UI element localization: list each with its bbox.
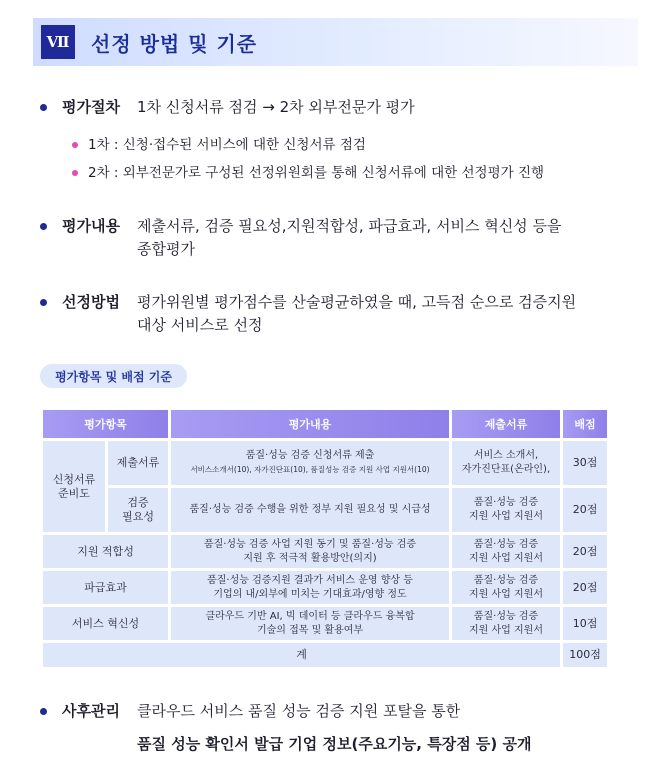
method-label: 선정방법 [62,293,120,311]
content-label: 평가내용 [62,217,120,235]
procedure-label: 평가절차 [62,98,120,116]
procedure-body: 1차 신청서류 점검 → 2차 외부전문가 평가 [137,98,415,116]
bullet-icon [40,299,47,306]
docs-cell: 품질·성능 검증 지원 사업 지원서 [452,488,560,532]
header-item: 평가항목 [43,410,168,438]
table-row [43,535,607,568]
item-cell: 검증 필요성 [108,488,168,532]
header-docs: 제출서류 [452,410,560,438]
score-cell: 20점 [563,571,607,604]
table-row [43,441,607,485]
docs-cell: 품질·성능 검증 지원 사업 지원서 [452,607,560,640]
table-header-row [43,410,607,438]
content-cell: 품질·성능 검증 수행을 위한 정부 지원 필요성 및 시급성 [171,488,449,532]
bullet-icon [40,104,47,111]
pink-bullet-icon [72,170,78,176]
content-cell: 클라우드 기반 AI, 빅 데이터 등 클라우드 융복합 기술의 접목 및 활용여부 [171,607,449,640]
table-title-badge: 평가항목 및 배점 기준 [40,364,187,388]
content-body: 제출서류, 검증 필요성,지원적합성, 파급효과, 서비스 혁신성 등을 종합평가 [137,217,562,258]
docs-cell: 품질·성능 검증 지원 사업 지원서 [452,535,560,568]
item-cell: 파급효과 [43,571,168,604]
score-cell: 20점 [563,535,607,568]
content-cell: 품질·성능 검증 신청서류 제출 서비스소개서(10), 자가진단표(10), 품질성능 검증 지원 사업 지원서(10) [171,441,449,485]
aftercare-body-2: 품질 성능 확인서 발급 기업 정보(주요기능, 특장점 등) 공개 [137,735,532,753]
evaluation-table [40,407,610,670]
table-total-row [43,643,607,667]
docs-cell: 품질·성능 검증 지원 사업 지원서 [452,571,560,604]
content-cell: 품질·성능 검증지원 결과가 서비스 운영 향상 등 기업의 내/외부에 미치는 기대효과/영향 정도 [171,571,449,604]
item-cell: 서비스 혁신성 [43,607,168,640]
item-cell: 지원 적합성 [43,535,168,568]
item-cell: 제출서류 [108,441,168,485]
total-label: 계 [43,643,560,667]
bullet-icon [40,223,47,230]
table-row [43,571,607,604]
section-number: Ⅶ [41,25,75,59]
section-title: 선정 방법 및 기준 [91,31,258,56]
bullet-icon [40,708,47,715]
header-content: 평가내용 [171,410,449,438]
docs-cell: 서비스 소개서, 자가진단표(온라인), [452,441,560,485]
aftercare-body-1: 클라우드 서비스 품질 성능 검증 지원 포탈을 통한 [137,702,461,720]
content-cell: 품질·성능 검증 사업 지원 동기 및 품질·성능 검증 지원 후 적극적 활용방안(의지) [171,535,449,568]
score-cell: 20점 [563,488,607,532]
total-score: 100점 [563,643,607,667]
method-body: 평가위원별 평가점수를 산술평균하였을 때, 고득점 순으로 검증지원 대상 서비스로 선정 [137,293,577,334]
group-cell: 신청서류 준비도 [43,441,105,532]
table-row [43,607,607,640]
score-cell: 10점 [563,607,607,640]
table-row [43,488,607,532]
header-score: 배점 [563,410,607,438]
aftercare-label: 사후관리 [62,702,120,720]
score-cell: 30점 [563,441,607,485]
section-header [33,18,638,66]
pink-bullet-icon [72,142,78,148]
